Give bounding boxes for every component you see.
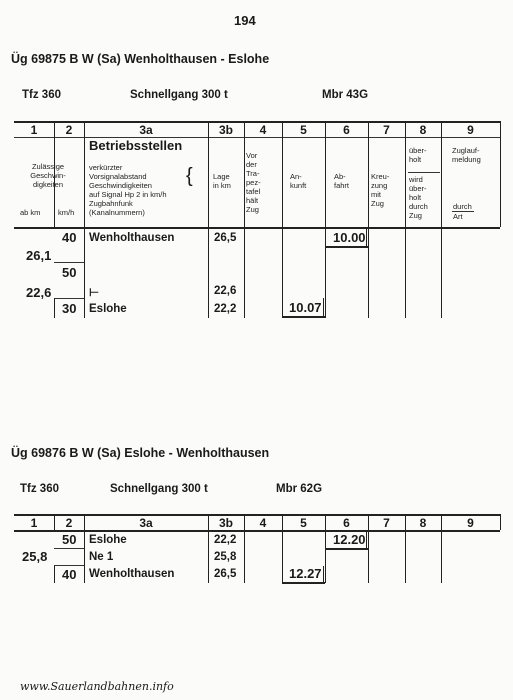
col-4-header: 4 (259, 123, 267, 137)
speed-value: 50 (62, 265, 77, 280)
km-value: 22,6 (26, 285, 52, 300)
km-value: 26,1 (26, 248, 52, 263)
from-km-header: ab km (20, 208, 41, 217)
location-km: 22,2 (214, 534, 237, 546)
crossing-header: Kreu- zung mit Zug (371, 172, 390, 208)
station-name: Wenholthausen (89, 232, 175, 244)
speed-value: 40 (62, 230, 77, 245)
trapeze-header: Vor der Tra- pez- tafel hält Zug (246, 151, 261, 214)
speed-header: Zulässige Geschwin- digkeiten (30, 162, 66, 189)
tfz-label: Tfz 360 (22, 89, 61, 101)
col-5-header: 5 (300, 516, 307, 530)
station-name: Eslohe (89, 303, 127, 315)
report-type-header: Art (453, 212, 463, 221)
station-name: Wenholthausen (89, 568, 175, 580)
overtaken-header: wird über- holt durch Zug (409, 175, 428, 220)
col-6-header: 6 (343, 123, 350, 137)
speed-value: 50 (62, 532, 77, 547)
col-2-header: 2 (65, 123, 73, 137)
departure-time: 10.00 (333, 230, 366, 245)
location-km: 26,5 (214, 232, 237, 244)
col-1-header: 1 (30, 516, 38, 530)
col-6-header: 6 (343, 516, 350, 530)
col-7-header: 7 (383, 516, 390, 530)
col-1-header: 1 (30, 123, 38, 137)
brake-ratio-label: Mbr 62G (276, 483, 323, 495)
location-header: Lage in km (213, 172, 231, 190)
train-title: Üg 69876 B W (Sa) Eslohe - Wenholthausen (11, 446, 270, 460)
signal-name: Ne 1 (89, 551, 114, 563)
col-9-header: 9 (467, 516, 474, 530)
km-value: 25,8 (22, 549, 48, 564)
brake-ratio-label: Mbr 43G (322, 89, 369, 101)
departure-time: 12.20 (333, 532, 366, 547)
page-number: 194 (234, 13, 256, 28)
col-3b-header: 3b (218, 123, 233, 137)
col-9-header: 9 (467, 123, 474, 137)
col-8-header: 8 (419, 516, 427, 530)
location-km: 26,5 (214, 568, 237, 580)
arrival-time: 10.07 (289, 300, 322, 315)
arrival-time: 12.27 (289, 566, 322, 581)
location-km: 22,6 (214, 285, 237, 297)
col-3a-header: 3a (139, 123, 153, 137)
speed-mode-label: Schnellgang 300 t (110, 483, 208, 495)
footer-url: www.Sauerlandbahnen.info (20, 680, 174, 693)
overtakes-header: über- holt (409, 146, 427, 164)
stations-description: verkürzter Vorsignalabstand Geschwindigkeiten auf Signal Hp 2 in km/h Zugbahnfunk (Kanalnummern) (89, 163, 167, 217)
speed-mode-label: Schnellgang 300 t (130, 89, 228, 101)
col-2-header: 2 (65, 516, 73, 530)
tfz-label: Tfz 360 (20, 483, 59, 495)
col-3a-header: 3a (139, 516, 153, 530)
col-8-header: 8 (419, 123, 427, 137)
report-by-header: durch (453, 202, 472, 211)
col-3b-header: 3b (218, 516, 233, 530)
kmh-header: km/h (58, 208, 75, 217)
station-name: Eslohe (89, 534, 127, 546)
arrival-header: An- kunft (290, 172, 307, 190)
stations-header: Betriebsstellen (89, 138, 183, 153)
col-5-header: 5 (300, 123, 307, 137)
speed-value: 40 (62, 567, 77, 582)
train-title: Üg 69875 B W (Sa) Wenholthausen - Eslohe (11, 52, 270, 66)
location-km: 22,2 (214, 303, 237, 315)
brace-icon: { (186, 165, 193, 187)
col-4-header: 4 (259, 516, 267, 530)
col-7-header: 7 (383, 123, 390, 137)
report-header: Zuglauf- meldung (452, 146, 481, 164)
speed-value: 30 (62, 301, 77, 316)
radio-sign-icon: ⊢ (89, 287, 100, 299)
location-km: 25,8 (214, 551, 237, 563)
departure-header: Ab- fahrt (334, 172, 350, 190)
